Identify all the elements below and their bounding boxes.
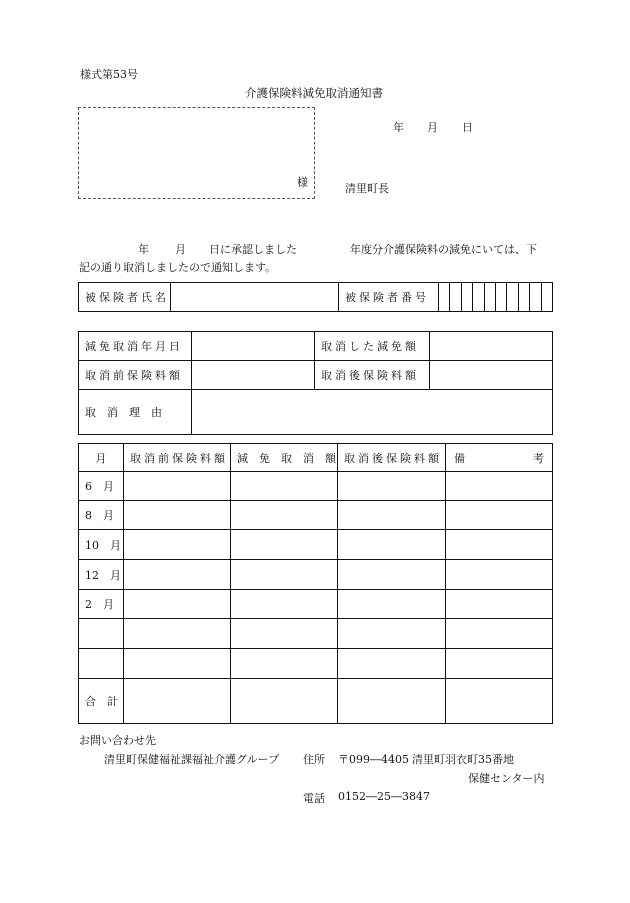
insured-number-box[interactable] bbox=[484, 283, 495, 312]
contact-dept: 清里町保健福祉課福祉介護グループ bbox=[104, 753, 280, 766]
insured-number-box[interactable] bbox=[450, 283, 461, 312]
remarks-cell[interactable] bbox=[446, 560, 553, 590]
after-cell[interactable] bbox=[338, 560, 446, 590]
premium-after-field[interactable] bbox=[430, 361, 553, 390]
total-remarks-cell[interactable] bbox=[446, 679, 553, 724]
cancel-cell[interactable] bbox=[231, 501, 338, 530]
addressee-suffix: 様 bbox=[297, 176, 308, 189]
remarks-cell[interactable] bbox=[446, 530, 553, 560]
total-before-cell[interactable] bbox=[124, 679, 231, 724]
before-cell[interactable] bbox=[124, 530, 231, 560]
before-cell[interactable] bbox=[124, 619, 231, 649]
header-remarks: 備 考 bbox=[446, 444, 553, 472]
addressee-box[interactable] bbox=[78, 107, 315, 199]
insured-number-box[interactable] bbox=[473, 283, 484, 312]
insured-table bbox=[78, 282, 553, 312]
header-month: 月 bbox=[79, 444, 124, 472]
month-cell bbox=[79, 649, 124, 679]
insured-name-field[interactable] bbox=[171, 283, 339, 312]
cancel-cell[interactable] bbox=[231, 560, 338, 590]
month-cell: 12 月 bbox=[79, 560, 124, 590]
after-cell[interactable] bbox=[338, 590, 446, 619]
month-cell: 2 月 bbox=[79, 590, 124, 619]
insured-number-box[interactable] bbox=[439, 283, 450, 312]
cancel-amount-field[interactable] bbox=[430, 332, 553, 361]
header-after: 取消後保険料額 bbox=[338, 444, 446, 472]
contact-heading: お問い合わせ先 bbox=[79, 734, 156, 747]
date-month: 月 bbox=[427, 121, 438, 134]
month-cell: 10 月 bbox=[79, 530, 124, 560]
contact-address: 清里町羽衣町35番地 bbox=[412, 753, 514, 766]
after-cell[interactable] bbox=[338, 649, 446, 679]
contact-address-label: 住所 bbox=[303, 753, 325, 766]
total-after-cell[interactable] bbox=[338, 679, 446, 724]
contact-postal: 〒099―4405 bbox=[338, 753, 409, 766]
remarks-cell[interactable] bbox=[446, 590, 553, 619]
header-cancel: 減 免 取 消 額 bbox=[231, 444, 338, 472]
remarks-cell[interactable] bbox=[446, 472, 553, 501]
insured-number-label: 被保険者番号 bbox=[339, 283, 439, 312]
cancel-cell[interactable] bbox=[231, 619, 338, 649]
cancel-date-field[interactable] bbox=[192, 332, 315, 361]
sender: 清里町長 bbox=[345, 182, 389, 195]
date-year: 年 bbox=[393, 121, 404, 134]
cancel-cell[interactable] bbox=[231, 590, 338, 619]
remarks-cell[interactable] bbox=[446, 649, 553, 679]
after-cell[interactable] bbox=[338, 501, 446, 530]
remarks-cell[interactable] bbox=[446, 619, 553, 649]
month-cell: 6 月 bbox=[79, 472, 124, 501]
body-year: 年 bbox=[138, 243, 149, 256]
total-label: 合 計 bbox=[79, 679, 124, 724]
body-approved: 日に承認しました bbox=[209, 243, 297, 256]
before-cell[interactable] bbox=[124, 501, 231, 530]
total-cancel-cell[interactable] bbox=[231, 679, 338, 724]
document-title: 介護保険料減免取消通知書 bbox=[245, 86, 383, 100]
after-cell[interactable] bbox=[338, 619, 446, 649]
before-cell[interactable] bbox=[124, 649, 231, 679]
reason-label: 取 消 理 由 bbox=[79, 390, 192, 435]
month-cell bbox=[79, 619, 124, 649]
cancel-date-label: 減免取消年月日 bbox=[79, 332, 192, 361]
contact-phone: 0152―25―3847 bbox=[338, 790, 430, 803]
insured-number-box[interactable] bbox=[530, 283, 541, 312]
cancel-info-table bbox=[78, 331, 553, 435]
reason-field[interactable] bbox=[192, 390, 553, 435]
contact-building: 保健センター内 bbox=[468, 772, 545, 785]
before-cell[interactable] bbox=[124, 590, 231, 619]
insured-name-label: 被保険者氏名 bbox=[79, 283, 171, 312]
before-cell[interactable] bbox=[124, 560, 231, 590]
contact-phone-label: 電話 bbox=[303, 792, 325, 805]
insured-number-box[interactable] bbox=[507, 283, 518, 312]
premium-before-field[interactable] bbox=[192, 361, 315, 390]
cancel-cell[interactable] bbox=[231, 649, 338, 679]
after-cell[interactable] bbox=[338, 472, 446, 501]
cancel-amount-label: 取消した減免額 bbox=[315, 332, 430, 361]
premium-after-label: 取消後保険料額 bbox=[315, 361, 430, 390]
monthly-table bbox=[78, 443, 553, 724]
form-number: 様式第53号 bbox=[80, 68, 138, 81]
insured-number-box[interactable] bbox=[461, 283, 472, 312]
premium-before-label: 取消前保険料額 bbox=[79, 361, 192, 390]
after-cell[interactable] bbox=[338, 530, 446, 560]
body-fiscal: 年度分介護保険料の減免にいては、下 bbox=[350, 243, 537, 256]
insured-number-box[interactable] bbox=[495, 283, 506, 312]
insured-number-box[interactable] bbox=[518, 283, 529, 312]
body-line2: 記の通り取消しましたので通知します。 bbox=[79, 261, 277, 274]
body-month: 月 bbox=[175, 243, 186, 256]
before-cell[interactable] bbox=[124, 472, 231, 501]
cancel-cell[interactable] bbox=[231, 472, 338, 501]
month-cell: 8 月 bbox=[79, 501, 124, 530]
cancel-cell[interactable] bbox=[231, 530, 338, 560]
insured-number-box[interactable] bbox=[541, 283, 552, 312]
header-before: 取消前保険料額 bbox=[124, 444, 231, 472]
date-day: 日 bbox=[462, 121, 473, 134]
remarks-cell[interactable] bbox=[446, 501, 553, 530]
